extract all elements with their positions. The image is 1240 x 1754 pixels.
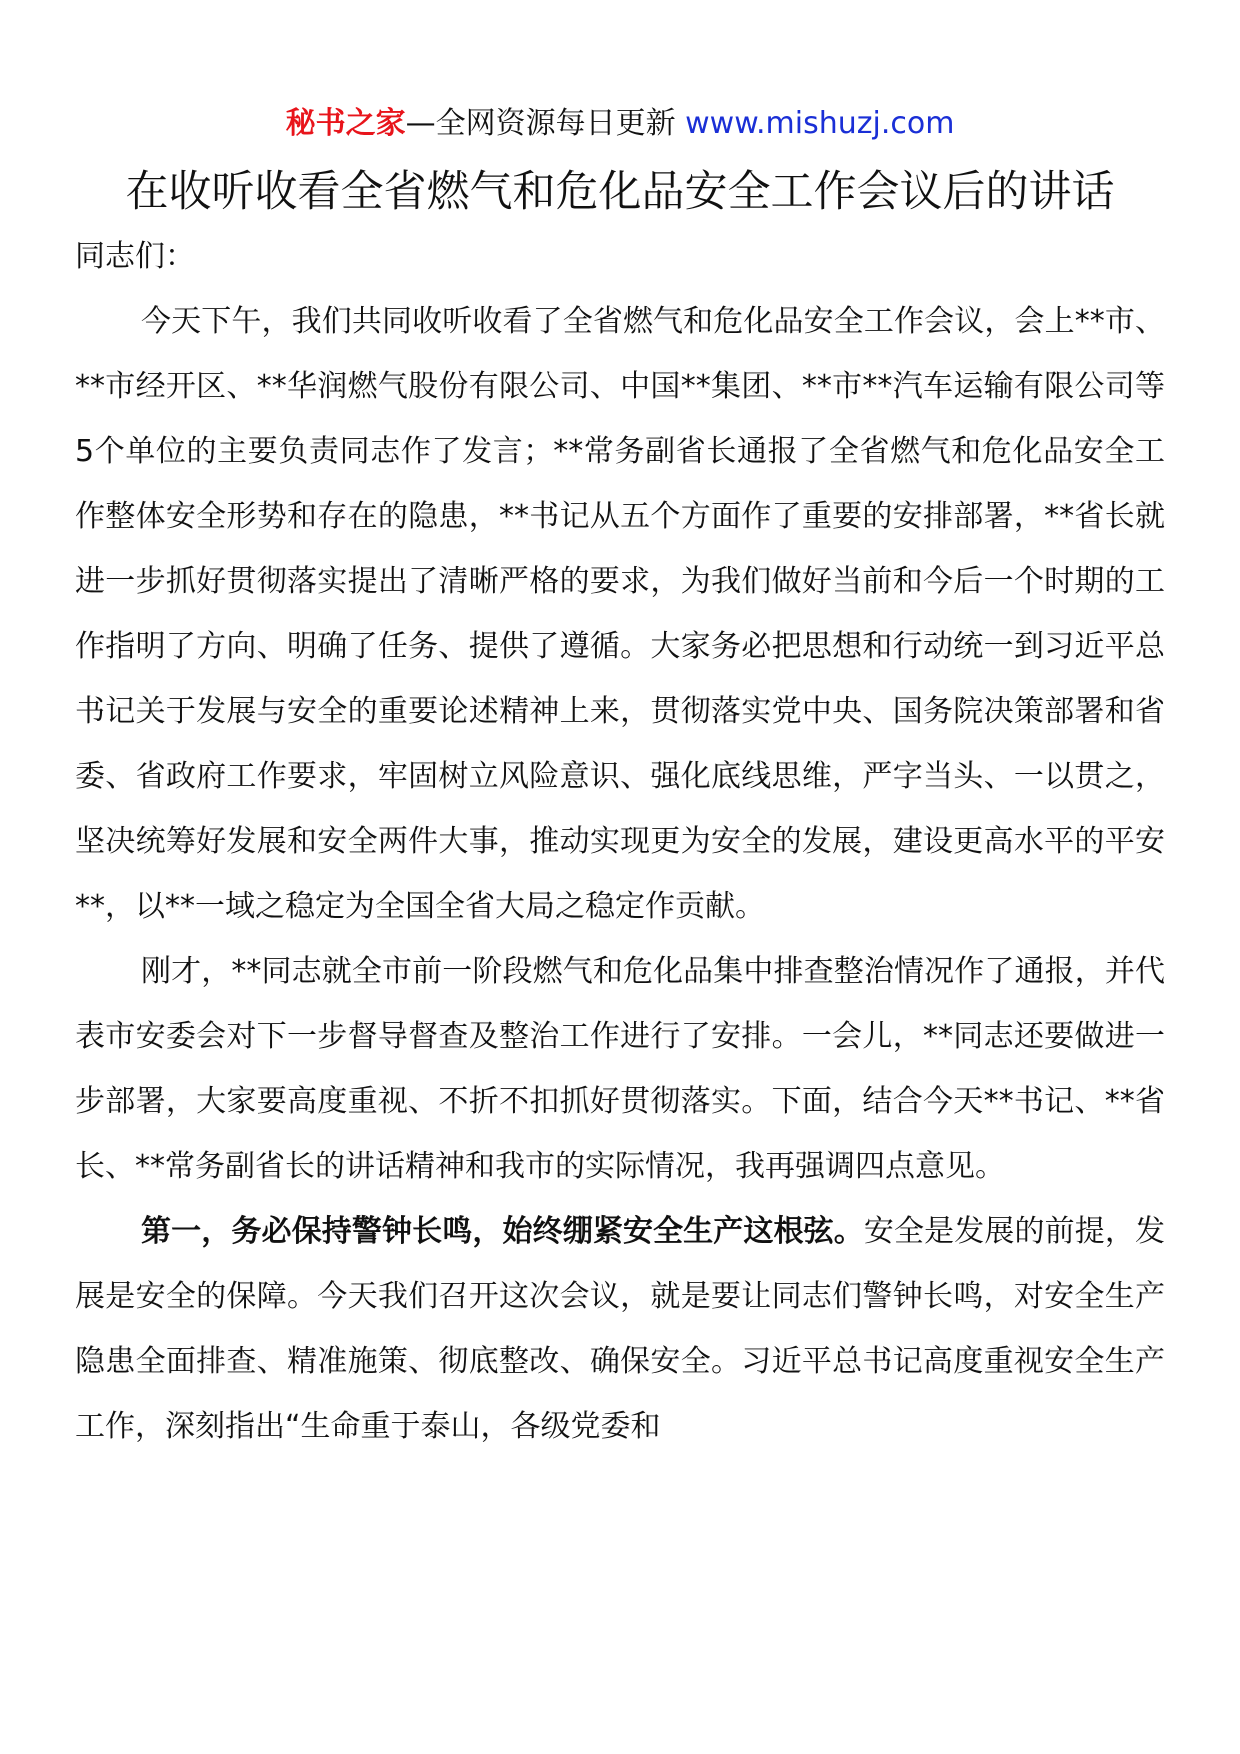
- paragraph-2-text: 刚才，**同志就全市前一阶段燃气和危化品集中排查整治情况作了通报，并代表市安委会对下一步督导督查及整治工作进行了安排。一会儿，**同志还要做进一步部署，大家要高度重视、不折不扣抓好贯彻落实。下面，结合今天**书记、**省长、**常务副省长的讲话精神和我市的实际情况，我再强调四点意见。: [75, 954, 1165, 1184]
- paragraph-1-text: 今天下午，我们共同收听收看了全省燃气和危化品安全工作会议，会上**市、**市经开区、**华润燃气股份有限公司、中国**集团、**市**汽车运输有限公司等5个单位的主要负责同志作了发言；**常务副省长通报了全省燃气和危化品安全工作整体安全形势和存在的隐患，**书记从五个方面作了重要的安排部署，**省长就进一步抓好贯彻落实提出了清晰严格的要求，为我们做好当前和今后一个时期的工作指明了方向、明确了任务、提供了遵循。大家务必把思想和行动统一到习近平总书记关于发展与安全的重要论述精神上来，贯彻落实党中央、国务院决策部署和省委、省政府工作要求，牢固树立风险意识、强化底线思维，严字当头、一以贯之，坚决统筹好发展和安全两件大事，推动实现更为安全的发展，建设更高水平的平安**，以**一域之稳定为全国全省大局之稳定作贡献。: [75, 304, 1165, 924]
- paragraph-3-text: 安全是发展的前提，发展是安全的保障。今天我们召开这次会议，就是要让同志们警钟长鸣，对安全生产隐患全面排查、精准施策、彻底整改、确保安全。习近平总书记高度重视安全生产工作，深刻指出“生命重于泰山，各级党委和: [75, 1214, 1166, 1444]
- document-title: 在收听收看全省燃气和危化品安全工作会议后的讲话: [125, 167, 1115, 217]
- site-url-link[interactable]: www.mishuzj.com: [685, 106, 955, 141]
- document-body: [75, 224, 1165, 1459]
- paragraph-1: [75, 289, 1165, 939]
- brand-name: 秘书之家: [285, 106, 406, 141]
- paragraph-3-lead: 第一，务必保持警钟长鸣，始终绷紧安全生产这根弦。: [141, 1214, 864, 1249]
- header-tagline: —全网资源每日更新: [405, 106, 686, 141]
- paragraph-3: [75, 1199, 1165, 1459]
- site-header: [0, 102, 1240, 146]
- paragraph-2: [75, 939, 1165, 1199]
- salutation: 同志们：: [75, 239, 195, 274]
